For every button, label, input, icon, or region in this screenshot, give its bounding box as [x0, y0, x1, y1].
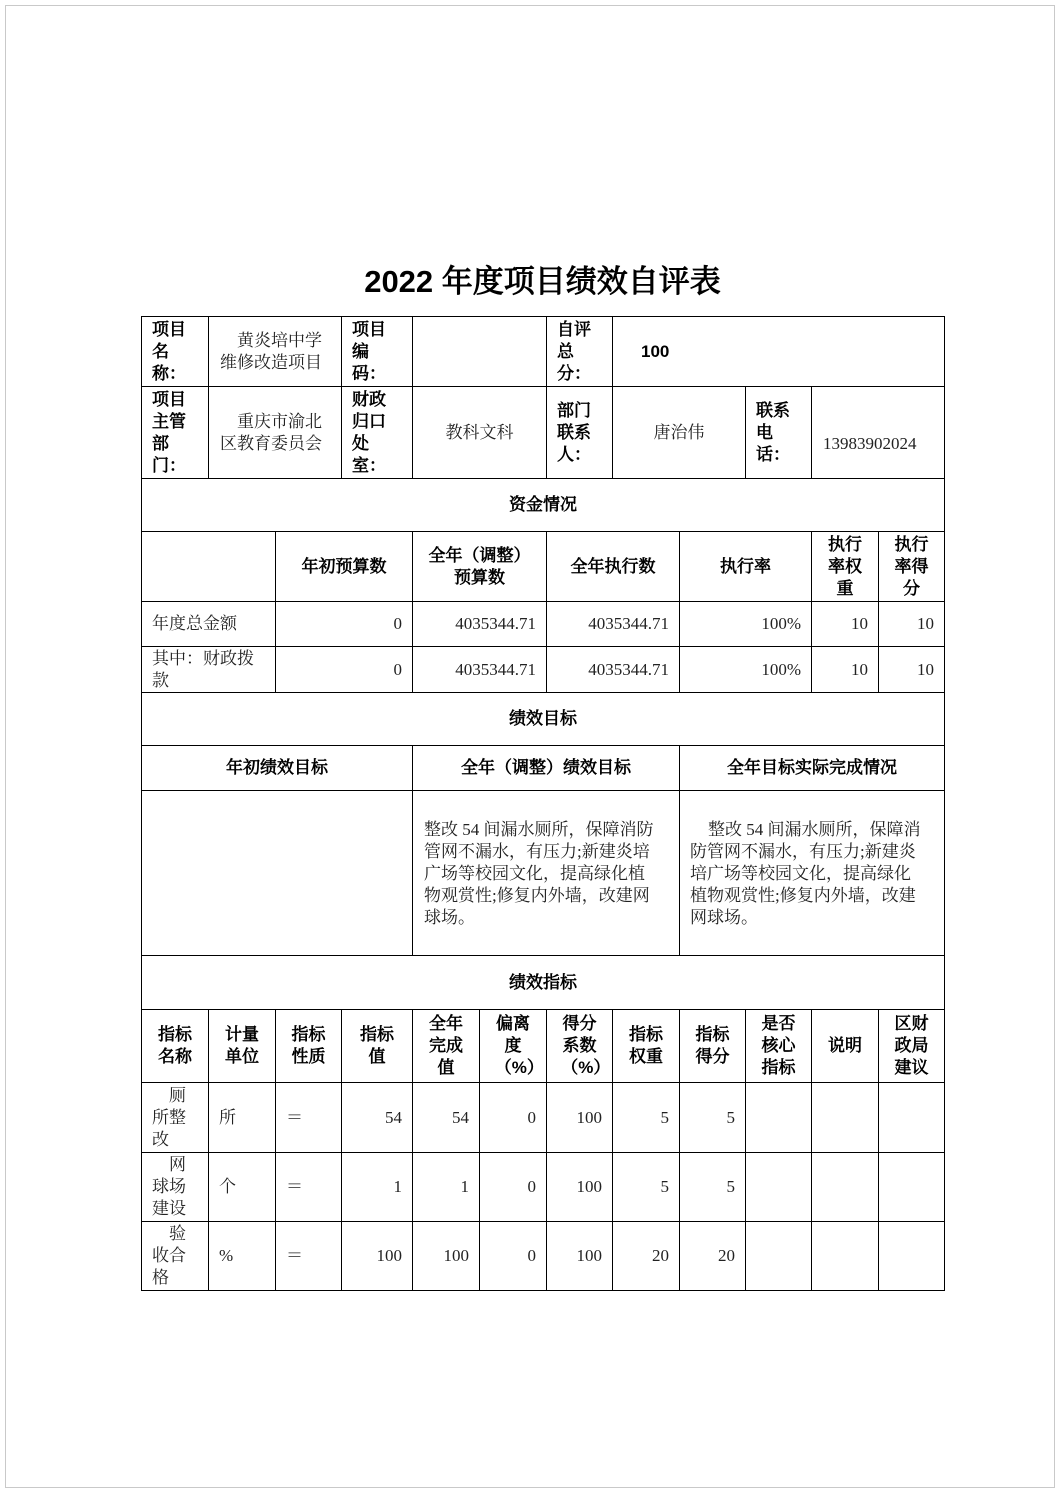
project-name-value: 黄炎培中学维修改造项目	[209, 317, 342, 387]
indicator-header-weight: 指标权重	[613, 1010, 680, 1083]
indicator-score: 5	[680, 1083, 746, 1153]
performance-evaluation-table	[141, 316, 945, 1291]
indicator-actual: 1	[413, 1153, 480, 1222]
project-code-label: 项目编码：	[342, 317, 413, 387]
indicator-score: 5	[680, 1153, 746, 1222]
indicator-target: 1	[342, 1153, 413, 1222]
indicator-name: 网球场建设	[142, 1153, 209, 1222]
funds-row-label: 其中：财政拨款	[142, 647, 276, 693]
goals-header-adjusted: 全年（调整）绩效目标	[413, 746, 680, 791]
phone-label: 联系电话：	[746, 387, 812, 479]
supervising-dept-label: 项目主管部门：	[142, 387, 209, 479]
indicator-header-note: 说明	[812, 1010, 879, 1083]
indicator-coefficient: 100	[547, 1222, 613, 1291]
supervising-dept-value: 重庆市渝北区教育委员会	[209, 387, 342, 479]
goals-header-actual: 全年目标实际完成情况	[680, 746, 945, 791]
funds-row-label: 年度总金额	[142, 602, 276, 647]
indicator-header-nature: 指标性质	[276, 1010, 342, 1083]
funds-rate: 100%	[680, 647, 812, 693]
indicator-deviation: 0	[480, 1222, 547, 1291]
goals-header-initial: 年初绩效目标	[142, 746, 413, 791]
indicator-nature: ＝	[276, 1153, 342, 1222]
goals-content-row	[142, 791, 945, 956]
funds-initial-budget: 0	[276, 602, 413, 647]
indicator-suggestion	[879, 1153, 945, 1222]
indicators-section-row	[142, 956, 945, 1010]
indicator-row	[142, 1153, 945, 1222]
finance-office-value: 教科文科	[413, 387, 547, 479]
indicator-row	[142, 1222, 945, 1291]
finance-office-label: 财政归口处室：	[342, 387, 413, 479]
indicator-deviation: 0	[480, 1083, 547, 1153]
phone-value: 13983902024	[812, 387, 945, 479]
indicator-header-core: 是否核心指标	[746, 1010, 812, 1083]
project-info-row-1	[142, 317, 945, 387]
indicator-name: 厕所整改	[142, 1083, 209, 1153]
goal-adjusted-value: 整改 54 间漏水厕所，保障消防管网不漏水，有压力;新建炎培广场等校园文化，提高绿化植物观赏性;修复内外墙，改建网球场。	[413, 791, 680, 956]
funds-header-rate-weight: 执行率权重	[812, 532, 879, 602]
funds-executed: 4035344.71	[547, 647, 680, 693]
indicator-nature: ＝	[276, 1083, 342, 1153]
indicators-section-title: 绩效指标	[142, 956, 945, 1010]
indicator-header-coefficient: 得分系数（%）	[547, 1010, 613, 1083]
funds-header-initial-budget: 年初预算数	[276, 532, 413, 602]
funds-adjusted-budget: 4035344.71	[413, 602, 547, 647]
indicator-actual: 54	[413, 1083, 480, 1153]
indicator-note	[812, 1153, 879, 1222]
indicator-header-actual: 全年完成值	[413, 1010, 480, 1083]
indicator-row	[142, 1083, 945, 1153]
funds-header-row	[142, 532, 945, 602]
project-info-row-2	[142, 387, 945, 479]
goal-initial-value	[142, 791, 413, 956]
indicator-header-name: 指标名称	[142, 1010, 209, 1083]
indicator-header-deviation: 偏离度（%）	[480, 1010, 547, 1083]
self-score-value: 100	[613, 317, 945, 387]
funds-rate-score: 10	[879, 602, 945, 647]
indicator-suggestion	[879, 1083, 945, 1153]
funds-rate-weight: 10	[812, 602, 879, 647]
funds-header-executed: 全年执行数	[547, 532, 680, 602]
funds-rate-weight: 10	[812, 647, 879, 693]
project-name-label: 项目名称：	[142, 317, 209, 387]
indicator-core	[746, 1153, 812, 1222]
indicator-score: 20	[680, 1222, 746, 1291]
funds-executed: 4035344.71	[547, 602, 680, 647]
indicator-weight: 20	[613, 1222, 680, 1291]
funds-section-row	[142, 479, 945, 532]
funds-row	[142, 647, 945, 693]
indicator-name: 验收合格	[142, 1222, 209, 1291]
indicator-header-score: 指标得分	[680, 1010, 746, 1083]
indicator-header-suggestion: 区财政局建议	[879, 1010, 945, 1083]
goals-section-title: 绩效目标	[142, 693, 945, 746]
indicator-note	[812, 1222, 879, 1291]
project-code-value	[413, 317, 547, 387]
goals-header-row	[142, 746, 945, 791]
indicator-deviation: 0	[480, 1153, 547, 1222]
funds-adjusted-budget: 4035344.71	[413, 647, 547, 693]
indicator-suggestion	[879, 1222, 945, 1291]
funds-header-blank	[142, 532, 276, 602]
indicator-header-target: 指标值	[342, 1010, 413, 1083]
indicators-header-row	[142, 1010, 945, 1083]
indicator-note	[812, 1083, 879, 1153]
indicator-coefficient: 100	[547, 1083, 613, 1153]
indicator-coefficient: 100	[547, 1153, 613, 1222]
indicator-weight: 5	[613, 1153, 680, 1222]
indicator-unit: 个	[209, 1153, 276, 1222]
funds-rate-score: 10	[879, 647, 945, 693]
document-title: 2022 年度项目绩效自评表	[364, 264, 721, 299]
indicator-core	[746, 1222, 812, 1291]
funds-header-adjusted-budget: 全年（调整）预算数	[413, 532, 547, 602]
indicator-target: 54	[342, 1083, 413, 1153]
self-score-label: 自评总分：	[547, 317, 613, 387]
funds-section-title: 资金情况	[142, 479, 945, 532]
funds-initial-budget: 0	[276, 647, 413, 693]
dept-contact-label: 部门联系人：	[547, 387, 613, 479]
funds-header-rate: 执行率	[680, 532, 812, 602]
goal-actual-value: 整改 54 间漏水厕所，保障消防管网不漏水，有压力;新建炎培广场等校园文化，提高绿化植物观赏性;修复内外墙，改建网球场。	[680, 791, 945, 956]
indicator-unit: 所	[209, 1083, 276, 1153]
indicator-target: 100	[342, 1222, 413, 1291]
indicator-actual: 100	[413, 1222, 480, 1291]
funds-header-rate-score: 执行率得分	[879, 532, 945, 602]
indicator-unit: %	[209, 1222, 276, 1291]
goals-section-row	[142, 693, 945, 746]
funds-rate: 100%	[680, 602, 812, 647]
indicator-weight: 5	[613, 1083, 680, 1153]
indicator-core	[746, 1083, 812, 1153]
funds-row	[142, 602, 945, 647]
dept-contact-value: 唐治伟	[613, 387, 746, 479]
indicator-header-unit: 计量单位	[209, 1010, 276, 1083]
indicator-nature: ＝	[276, 1222, 342, 1291]
